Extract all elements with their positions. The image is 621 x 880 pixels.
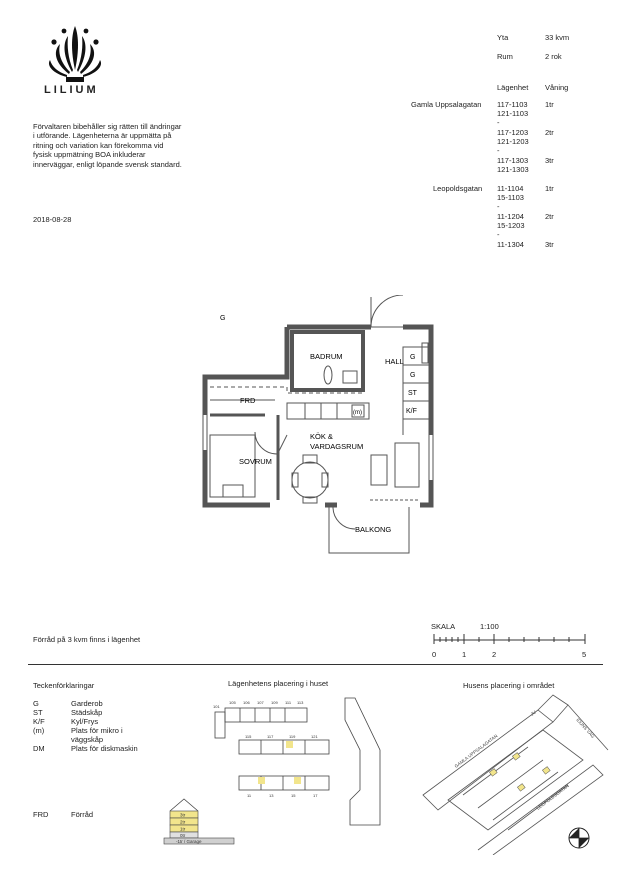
apartment-number: 117-1103 <box>497 100 528 109</box>
apartment-number: 121-1303 <box>497 165 529 174</box>
placement-area-title: Husens placering i området <box>463 681 555 690</box>
street-name: Gamla Uppsalagatan <box>411 100 482 109</box>
dash: - <box>497 146 500 155</box>
legend-title: Teckenförklaringar <box>33 681 95 690</box>
legend-value: väggskåp <box>71 735 104 744</box>
house-number: 119 <box>289 734 296 739</box>
lily-logo-icon <box>40 22 110 84</box>
highlight-apartment <box>258 777 265 784</box>
house-number: 111 <box>285 700 292 705</box>
floor-value: 2tr <box>545 128 554 137</box>
area-abbr: JU <box>529 709 537 717</box>
floor-label: 3tr <box>180 812 186 818</box>
cabinet-label: G <box>410 372 416 379</box>
house-number: 106 <box>243 700 250 705</box>
cabinet-label: G <box>410 354 416 361</box>
legend-key: K/F <box>33 717 45 726</box>
cabinet-label: ST <box>408 390 417 397</box>
mikro-label: (m) <box>353 410 362 416</box>
street-label: IDUNS VÄG <box>575 717 596 740</box>
legend-key: FRD <box>33 810 49 819</box>
house-number: 117 <box>267 734 274 739</box>
legend-key: (m) <box>33 726 45 735</box>
logo-text: LILIUM <box>44 84 99 96</box>
house-number: 15 <box>291 793 296 798</box>
placement-house-title: Lägenhetens placering i huset <box>228 679 329 688</box>
scale-tick: 1 <box>462 650 467 659</box>
apartment-number: 121-1203 <box>497 137 529 146</box>
plan-g-marker: G <box>220 315 226 322</box>
area-value: 33 kvm <box>545 33 570 42</box>
scale-tick: 2 <box>492 650 497 659</box>
floor-value: 3tr <box>545 240 554 249</box>
room-kok: KÖK & <box>310 432 333 441</box>
scale-ratio: 1:100 <box>480 622 499 631</box>
floor-label: 2tr <box>180 819 186 825</box>
north-arrow-icon <box>567 826 591 850</box>
room-badrum: BADRUM <box>310 352 343 361</box>
floor-value: 1tr <box>545 184 554 193</box>
house-number: 11 <box>247 793 252 798</box>
legend-value: Garderob <box>71 699 103 708</box>
street-label: LEOPOLDSGATAN <box>535 783 570 811</box>
apartment-number: 11-1104 <box>497 184 524 193</box>
house-number: 113 <box>297 700 304 705</box>
area-label: Yta <box>497 33 509 42</box>
scale-label: SKALA <box>431 622 456 631</box>
floor-plan <box>195 295 445 560</box>
disclaimer: Förvaltaren bibehåller sig rätten till ändringar i utförande. Lägenheterna är uppmätta på ritning och variation kan förekomma vid fysisk uppmätning BOA inkluderar innerväggar, enligt löpande svensk standard. <box>33 122 182 169</box>
room-vardagsrum: VARDAGSRUM <box>310 442 364 451</box>
highlight-apartment <box>286 741 293 748</box>
room-balkong: BALKONG <box>355 525 392 534</box>
rooms-label: Rum <box>497 52 513 61</box>
divider <box>28 664 603 665</box>
apartment-number: 15-1203 <box>497 221 525 230</box>
legend-key: DM <box>33 744 45 753</box>
street-name: Leopoldsgatan <box>433 184 483 193</box>
date: 2018-08-28 <box>33 215 72 224</box>
room-frd: FRD <box>240 396 256 405</box>
dash: - <box>497 202 500 211</box>
street-label: GAMLA UPPSALAGATAN <box>453 733 499 769</box>
house-number: 13 <box>269 793 274 798</box>
room-hall: HALL <box>385 357 404 366</box>
legend-key: G <box>33 699 39 708</box>
floor-stack <box>160 795 235 845</box>
legend-value: Plats för diskmaskin <box>71 744 138 753</box>
highlight-apartment <box>294 777 301 784</box>
house-number: 121 <box>311 734 318 739</box>
apartment-number: 117-1203 <box>497 128 529 137</box>
house-number: 17 <box>313 793 318 798</box>
floor-header: Våning <box>545 83 569 92</box>
storage-note: Förråd på 3 kvm finns i lägenhet <box>33 635 141 644</box>
house-number: 107 <box>257 700 264 705</box>
room-sovrum: SOVRUM <box>239 457 272 466</box>
legend-value: Förråd <box>71 810 94 819</box>
apartment-number: 15-1103 <box>497 193 524 202</box>
legend-key: ST <box>33 708 43 717</box>
floor-label: 1tr <box>180 826 186 832</box>
scale-tick: 0 <box>432 650 437 659</box>
scale-tick: 5 <box>582 650 587 659</box>
apartment-header: Lägenhet <box>497 83 529 92</box>
floor-value: 1tr <box>545 100 554 109</box>
apartment-number: 11-1204 <box>497 212 524 221</box>
house-number: 115 <box>245 734 252 739</box>
apartment-number: 11-1304 <box>497 240 524 249</box>
legend-value: Kyl/Frys <box>71 717 99 726</box>
dash: - <box>497 118 500 127</box>
legend-value: Städskåp <box>71 708 103 717</box>
cabinet-label: K/F <box>406 408 417 415</box>
dash: - <box>497 230 500 239</box>
apartment-number: 117-1303 <box>497 156 529 165</box>
floor-value: 3tr <box>545 156 554 165</box>
scale-bar <box>430 632 590 646</box>
house-number: 101 <box>213 704 220 709</box>
apartment-number: 121-1103 <box>497 109 529 118</box>
floor-label: 0tr <box>180 833 186 838</box>
rooms-value: 2 rok <box>545 52 562 61</box>
house-number: 105 <box>229 700 236 705</box>
floor-value: 2tr <box>545 212 554 221</box>
floor-label: -1tr / Garage <box>176 839 202 844</box>
house-number: 109 <box>271 700 278 705</box>
legend-value: Plats för mikro i <box>71 726 123 735</box>
logo <box>40 22 110 100</box>
